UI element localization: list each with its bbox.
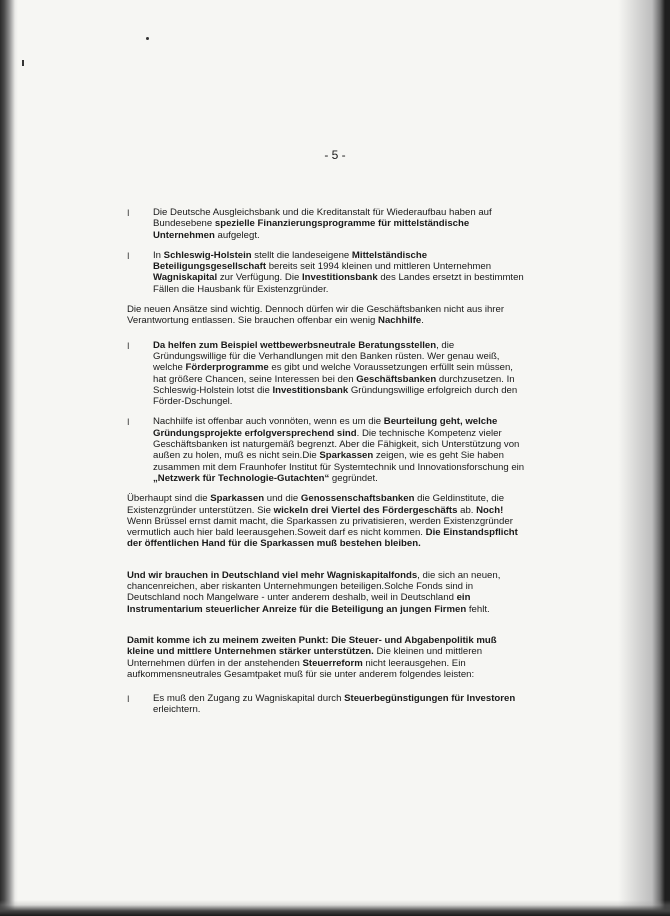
emphasized-text: ein Instrumentarium steuerlicher Anreize für die Beteiligung an jungen Firmen [127, 592, 471, 615]
emphasized-text: Schleswig-Holstein [163, 249, 252, 261]
text-run: Wenn Brüssel ernst damit macht, die Sparkassen zu privatisieren, werden Existenzgründer vermutlich auch hier bald leerausgehen.Soweit darf es nicht kommen. [127, 515, 513, 539]
paragraph-savings-banks [127, 493, 525, 549]
emphasized-text: Steuerbegünstigungen für Investoren [344, 693, 516, 705]
text-run: stellt die landeseigene [251, 249, 352, 261]
emphasized-text: Die Steuer- und Abgabenpolitik muß kleine und mittlere Unternehmen stärker unterstützen. [127, 634, 497, 658]
text-run: durchzusetzen. In Schleswig-Holstein lotst die [153, 373, 515, 396]
scan-shadow-bottom [0, 900, 670, 916]
bullet-marker: I [127, 417, 130, 428]
text-run: gegründet. [329, 472, 378, 484]
text-run: Die kleinen und mittleren Unternehmen dürfen in der anstehenden [127, 646, 483, 669]
emphasized-text: Genossenschaftsbanken [300, 493, 415, 505]
document-body [127, 207, 525, 725]
list-item [127, 207, 525, 241]
text-run: bereits seit 1994 kleinen und mittleren Unternehmen [266, 261, 492, 273]
emphasized-text: wickeln drei Viertel des Fördergeschäfts [273, 504, 458, 516]
text-run: und die [264, 493, 301, 505]
text-run: . [421, 315, 424, 327]
emphasized-text: Die Einstandspflicht der öffentlichen Hand für die Sparkassen muß bestehen bleiben. [127, 527, 518, 550]
emphasized-text: Geschäftsbanken [356, 373, 437, 385]
scan-shadow-right [618, 0, 670, 916]
list-item [127, 250, 525, 295]
emphasized-text: „Netzwerk für Technologie-Gutachten“ [153, 472, 330, 484]
emphasized-text: Förderprogramme [185, 362, 269, 374]
bullet-marker: I [127, 250, 130, 261]
bullet-marker: I [127, 208, 130, 218]
list-item [127, 416, 525, 484]
text-run: Nachhilfe ist offenbar auch vonnöten, wenn es um die [153, 416, 384, 428]
emphasized-text: Beurteilung geht, welche Gründungsprojekte erfolgversprechend sind [153, 416, 498, 439]
text-run: In [153, 249, 164, 261]
text-run: die Geldinstitute, die Existenzgründer unterstützen. Sie [127, 493, 505, 516]
emphasized-text: Investitionsbank [272, 384, 349, 396]
list-item [127, 340, 525, 408]
emphasized-text: Steuerreform [302, 657, 363, 669]
text-run: . Die technische Kompetenz vieler Geschäftsbanken ist naturgemäß begrenzt. Aber die Fähigkeit, sich Unterstützung von außen zu holen, muß es nicht sein.Die [153, 427, 520, 462]
text-run: es gibt und welche Voraussetzungen erfüllt sein müssen, hat größere Chancen, seine Interessen bei den [153, 362, 513, 385]
text-run: zur Verfügung. Die [217, 272, 302, 284]
bullet-list-tax-measures [127, 693, 525, 716]
text-run: nicht leerausgehen. Ein aufkommensneutrales Gesamtpaket muß für sie unter anderem folgendes leisten: [127, 657, 475, 680]
emphasized-text: Sparkassen [210, 493, 265, 505]
emphasized-text: Da helfen zum Beispiel wettbewerbsneutrale Beratungsstellen [153, 339, 437, 351]
emphasized-text: Sparkassen [319, 450, 374, 462]
scan-speck [146, 37, 149, 40]
text-run: aufgelegt. [214, 229, 260, 241]
list-item-text [153, 207, 492, 241]
emphasized-text: Und wir brauchen in Deutschland viel mehr Wagniskapitalfonds [127, 569, 418, 581]
text-run: zeigen, wie es geht Sie haben zusammen mit dem Fraunhofer Institut für Systemtechnik und Innovationsforschung ein [153, 450, 525, 473]
scan-shadow-left [0, 0, 18, 916]
text-run: des Landes ersetzt in bestimmten Fällen die Hausbank für Existenzgründer. [153, 272, 524, 295]
list-item-text [153, 250, 524, 295]
emphasized-text: spezielle Finanzierungsprogramme für mittelständische Unternehmen [153, 218, 470, 241]
text-run: Die Deutsche Ausgleichsbank und die Kreditanstalt für Wiederaufbau haben auf Bundesebene [153, 207, 492, 230]
list-item-text [153, 693, 515, 715]
emphasized-text: Noch! [476, 504, 504, 516]
list-item-text [153, 416, 524, 483]
bullet-list-advice [127, 340, 525, 485]
text-run: erleichtern. [153, 704, 201, 716]
paragraph-tax-policy [127, 635, 525, 680]
text-run: fehlt. [466, 603, 490, 615]
text-run: ab. [457, 504, 477, 516]
emphasized-text: Nachhilfe [378, 315, 422, 327]
text-run: , die Gründungswillige für die Verhandlungen mit den Banken rüsten. Wer genau weiß, welche [153, 339, 500, 374]
emphasized-text: Damit komme ich zu meinem zweiten Punkt: [127, 634, 329, 646]
paragraph-new-approaches [127, 304, 525, 327]
list-item-text [153, 340, 517, 407]
text-run: Gründungswillige erfolgreich durch den Förder-Dschungel. [153, 384, 518, 408]
emphasized-text: Wagniskapital [153, 272, 218, 284]
text-run: Es muß den Zugang zu Wagniskapital durch [153, 693, 345, 705]
emphasized-text: Mittelständische Beteiligungsgesellschaft [153, 249, 428, 273]
bullet-marker: I [127, 340, 130, 351]
text-run: Die neuen Ansätze sind wichtig. Dennoch dürfen wir die Geschäftsbanken nicht aus ihrer Verantwortung entlassen. Sie brauchen offenbar ein wenig [127, 304, 505, 327]
text-run: Überhaupt sind die [127, 493, 211, 505]
text-run: , die sich an neuen, chancenreichen, aber riskanten Unternehmungen beteiligen.Solche Fonds sind in Deutschland noch Mangelware - unter anderem deshalb, weil in Deutschland [127, 569, 501, 604]
bullet-list-financing [127, 207, 525, 295]
bullet-marker: I [127, 694, 130, 705]
emphasized-text: Investitionsbank [301, 272, 378, 284]
scan-speck [22, 60, 24, 66]
list-item [127, 693, 525, 716]
page-number: - 5 - [324, 148, 346, 162]
paragraph-venture-funds [127, 570, 525, 615]
